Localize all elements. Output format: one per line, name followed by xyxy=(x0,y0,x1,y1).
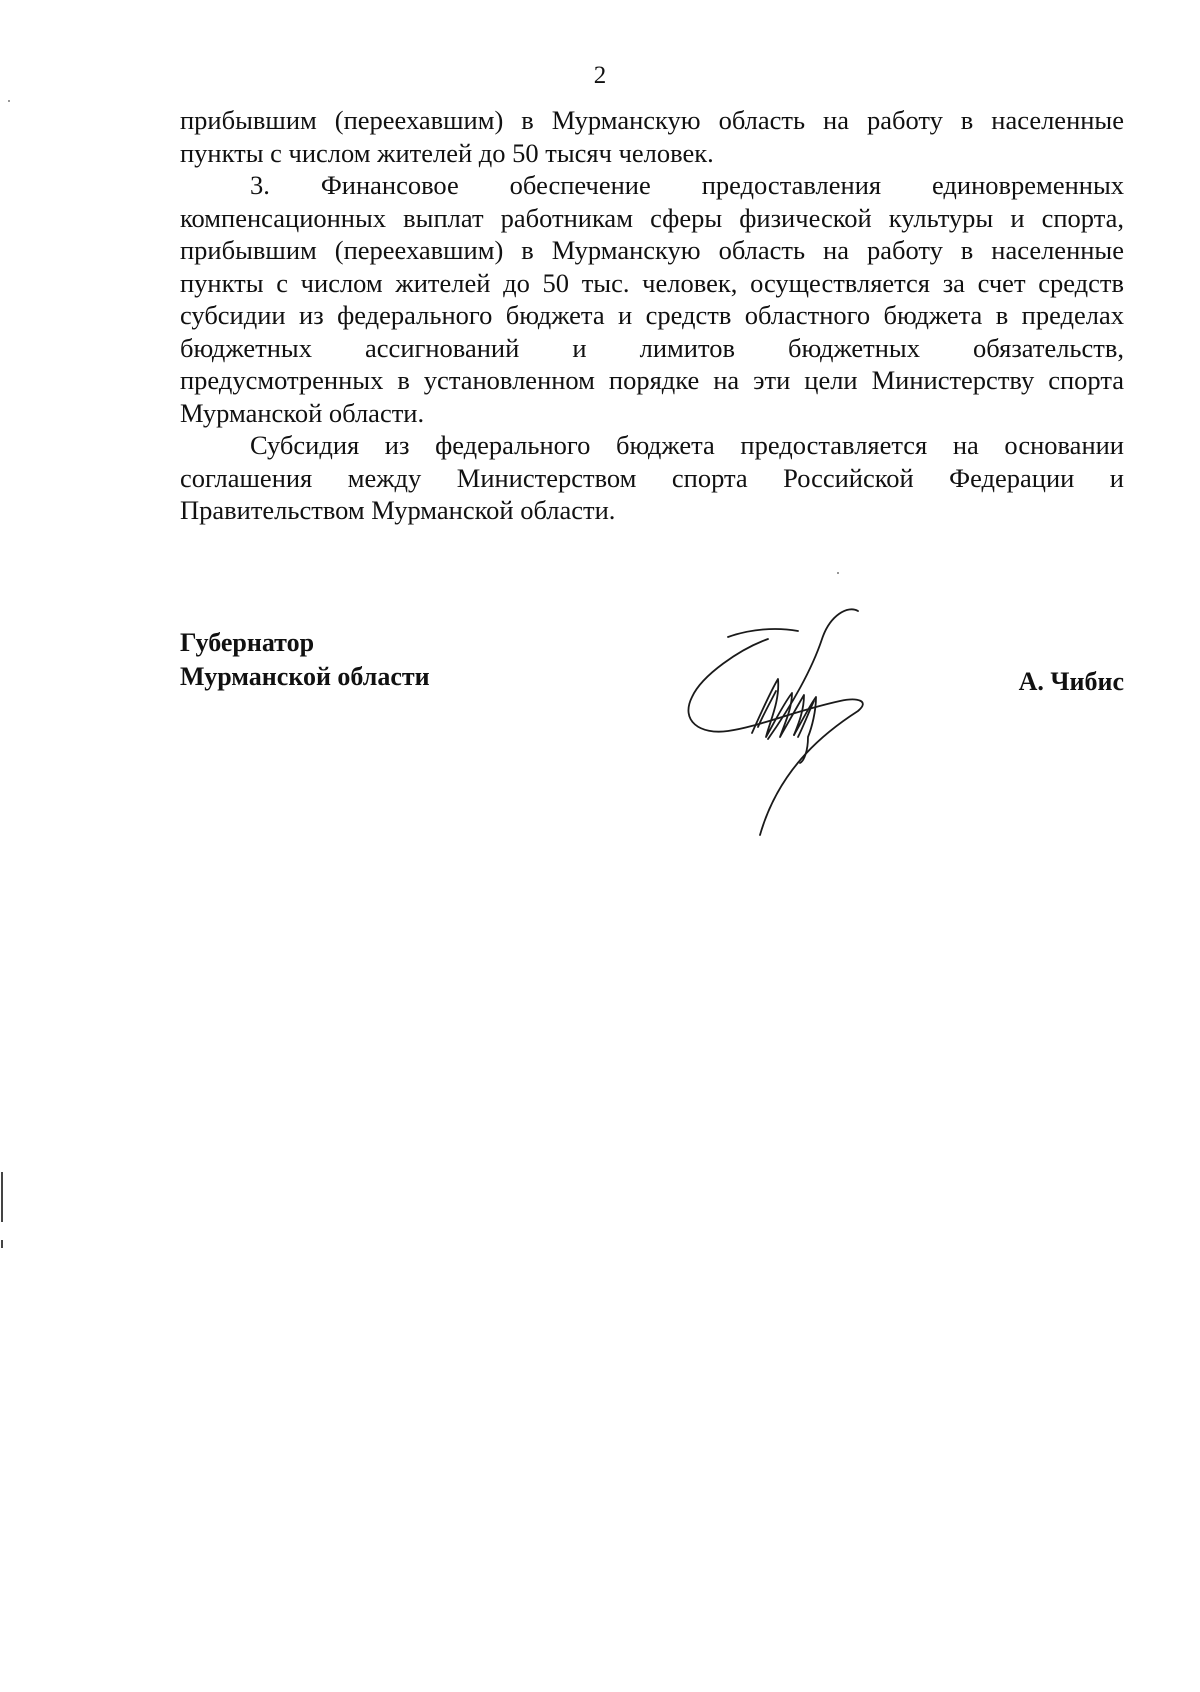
body-line: прибывшим (переехавшим) в Мурманскую область на работу в населенные xyxy=(180,235,1124,265)
handwritten-signature xyxy=(680,605,920,845)
signature-stroke xyxy=(752,679,804,737)
body-line: соглашения между Министерством спорта Российской Федерации и xyxy=(180,462,1124,493)
scan-margin-mark xyxy=(1,1172,3,1222)
paragraph-3-start: 3. Финансовое обеспечение предоставления единовременных xyxy=(250,170,1124,200)
scan-speck xyxy=(837,572,839,574)
page-number: 2 xyxy=(593,62,607,89)
body-line: бюджетных ассигнований и лимитов бюджетных обязательств, xyxy=(180,332,1124,363)
body-line: предусмотренных в установленном порядке на эти цели Министерству спорта xyxy=(180,365,1124,395)
signatory-title xyxy=(180,626,430,694)
body-line: компенсационных выплат работникам сферы физической культуры и спорта, xyxy=(180,202,1124,233)
signatory-name: А. Чибис xyxy=(1018,667,1124,696)
body-line: прибывшим (переехавшим) в Мурманскую область на работу в населенные xyxy=(180,105,1124,135)
body-line: Мурманской области. xyxy=(180,397,425,428)
scan-margin-mark xyxy=(1,1240,3,1248)
signature-stroke xyxy=(728,629,798,637)
body-line: Правительством Мурманской области. xyxy=(180,495,616,525)
scan-speck xyxy=(8,100,10,102)
paragraph-subsidy-start: Субсидия из федерального бюджета предоставляется на основании xyxy=(250,430,1124,460)
document-body xyxy=(180,104,1124,527)
signature-stroke xyxy=(688,639,862,835)
signatory-title-line: Мурманской области xyxy=(180,662,430,691)
body-line: пункты с числом жителей до 50 тысяч человек. xyxy=(180,137,714,168)
body-line: субсидии из федерального бюджета и средств областного бюджета в пределах xyxy=(180,300,1124,330)
body-line: пункты с числом жителей до 50 тыс. человек, осуществляется за счет средств xyxy=(180,267,1124,298)
signatory-title-line: Губернатор xyxy=(180,628,315,657)
